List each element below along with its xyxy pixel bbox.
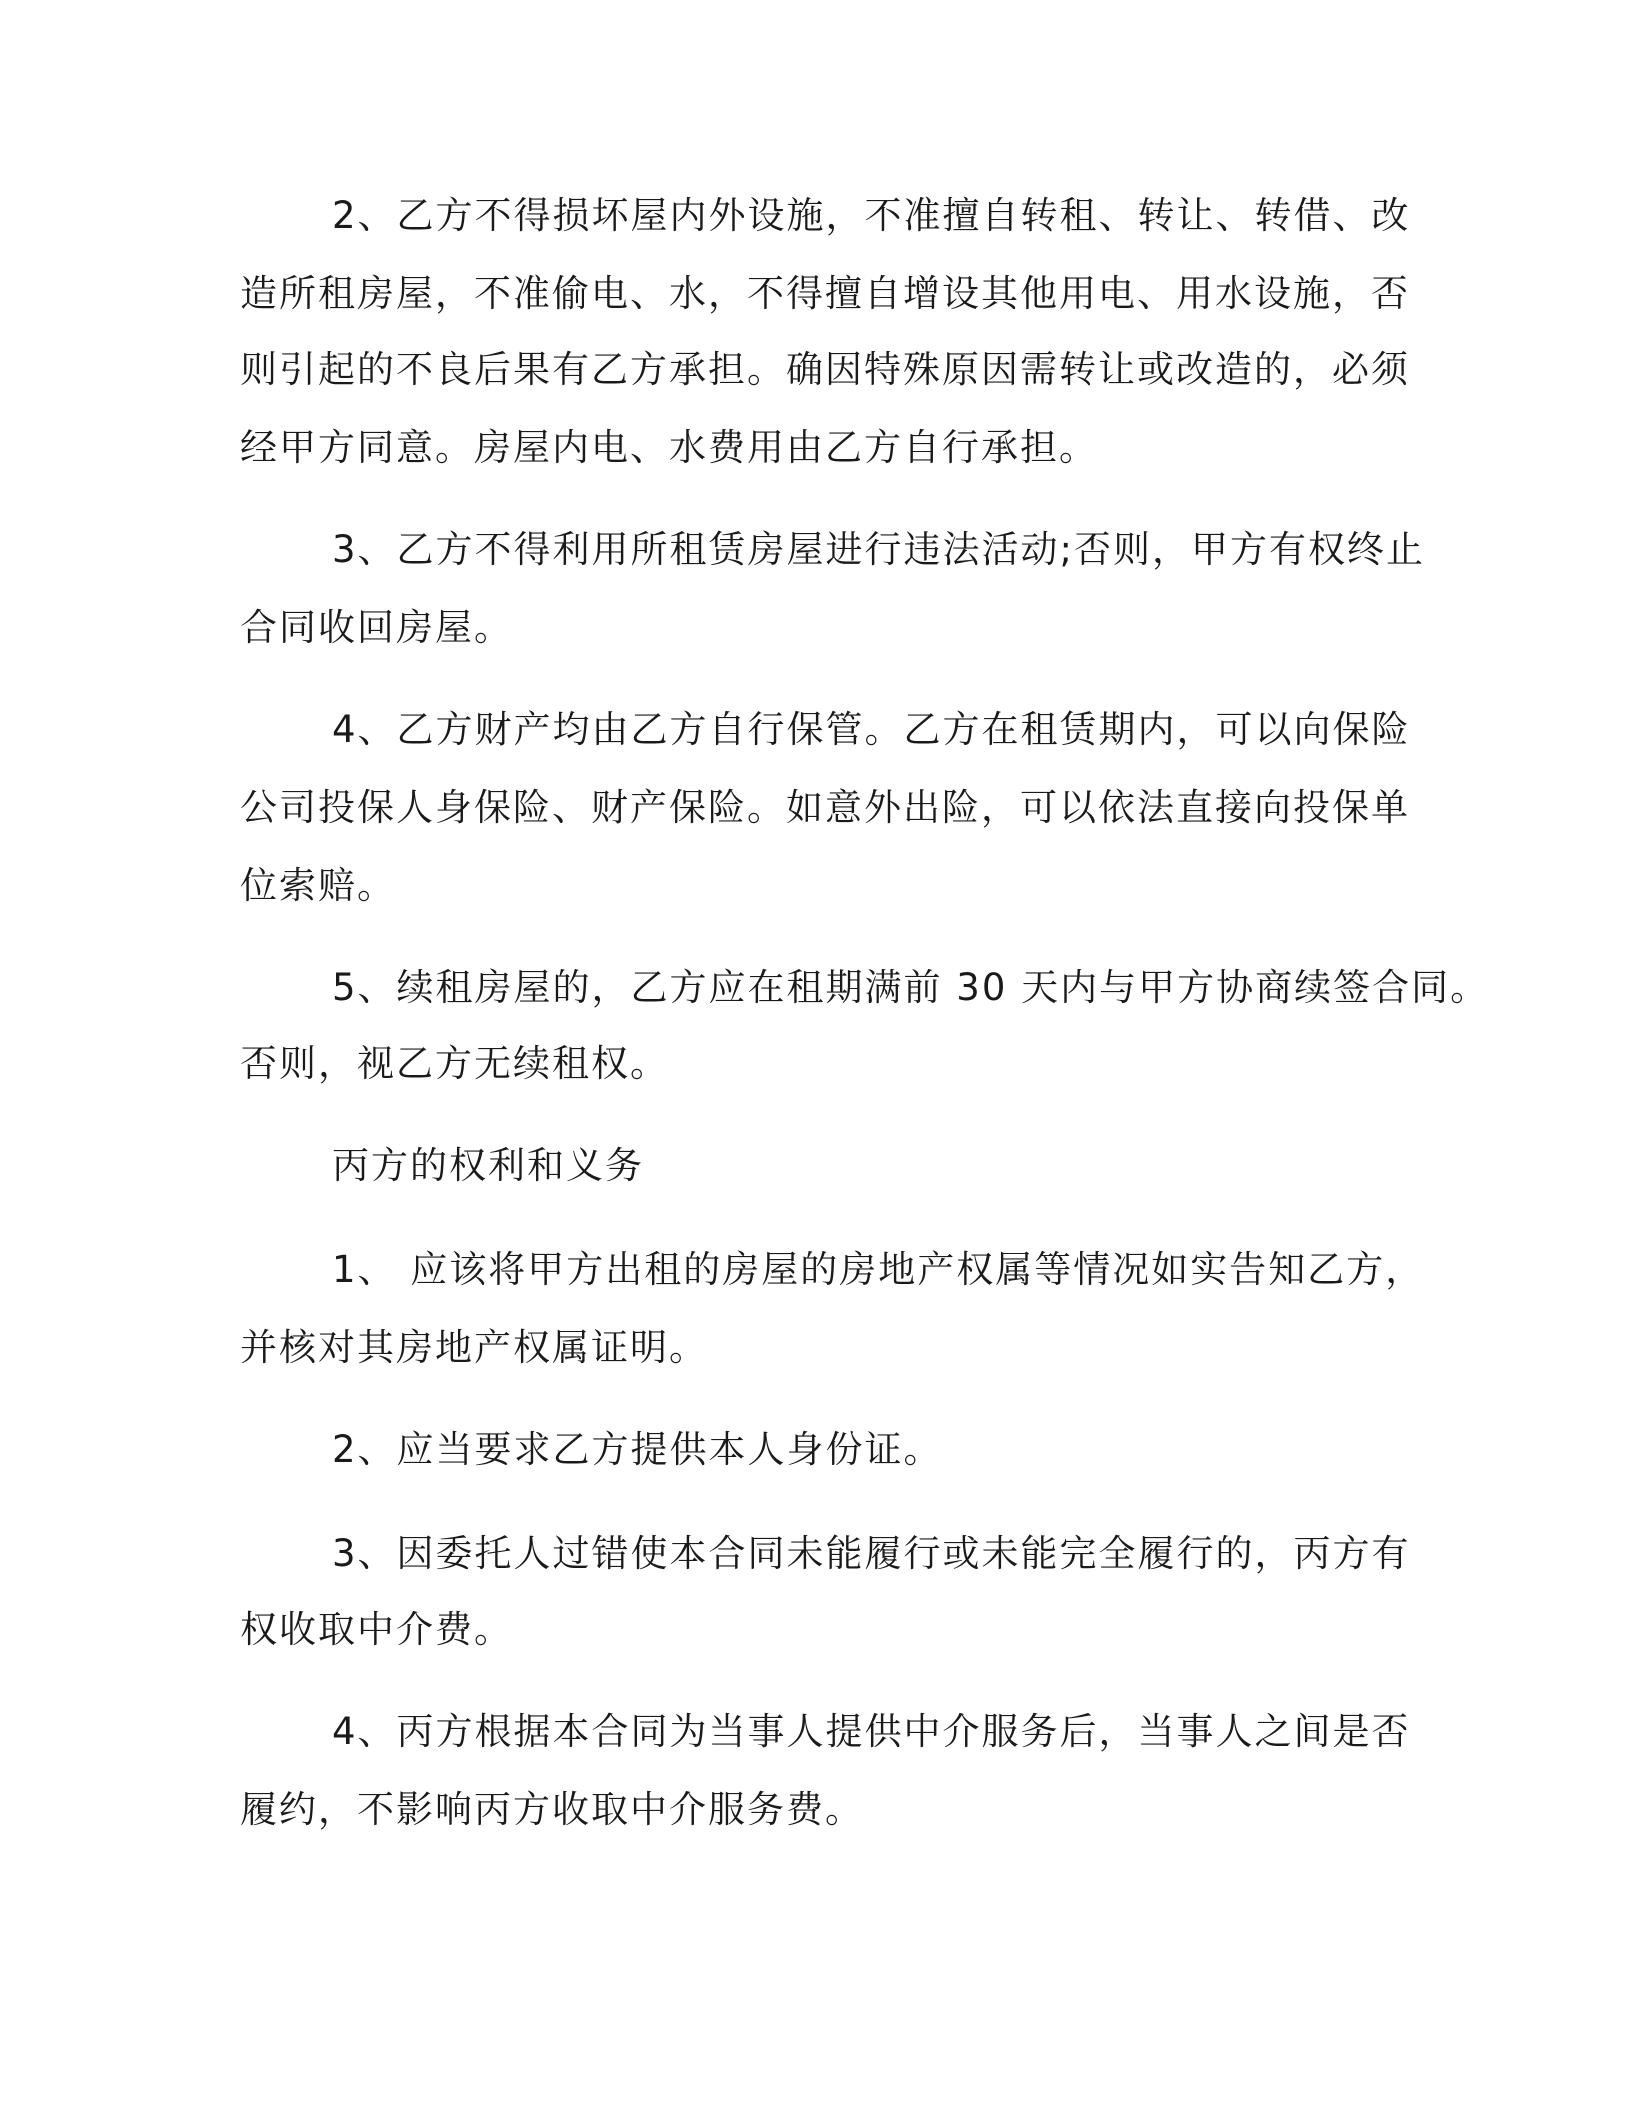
paragraph-line: 合同收回房屋。 bbox=[240, 606, 513, 649]
paragraph-line: 权收取中介费。 bbox=[240, 1608, 513, 1651]
paragraph-line: 4、乙方财产均由乙方自行保管。乙方在租赁期内，可以向保险 bbox=[332, 708, 1411, 751]
paragraph-line: 经甲方同意。房屋内电、水费用由乙方自行承担。 bbox=[240, 426, 1098, 469]
paragraph-line: 位索赔。 bbox=[240, 864, 396, 907]
paragraph-line: 履约，不影响丙方收取中介服务费。 bbox=[240, 1788, 864, 1831]
paragraph-line: 否则，视乙方无续租权。 bbox=[240, 1042, 669, 1085]
paragraph-line: 2、应当要求乙方提供本人身份证。 bbox=[332, 1428, 943, 1471]
paragraph-line: 2、乙方不得损坏屋内外设施，不准擅自转租、转让、转借、改 bbox=[332, 194, 1411, 237]
paragraph-line: 1、 应该将甲方出租的房屋的房地产权属等情况如实告知乙方， bbox=[332, 1248, 1425, 1291]
section-heading: 丙方的权利和义务 bbox=[332, 1144, 644, 1187]
paragraph-line: 并核对其房地产权属证明。 bbox=[240, 1326, 708, 1369]
paragraph-line: 则引起的不良后果有乙方承担。确因特殊原因需转让或改造的，必须 bbox=[240, 348, 1410, 391]
paragraph-line: 4、丙方根据本合同为当事人提供中介服务后，当事人之间是否 bbox=[332, 1710, 1411, 1753]
paragraph-line: 5、续租房屋的，乙方应在租期满前 30 天内与甲方协商续签合同。 bbox=[332, 966, 1490, 1009]
paragraph-line: 造所租房屋，不准偷电、水，不得擅自增设其他用电、用水设施，否 bbox=[240, 272, 1410, 315]
paragraph-line: 3、乙方不得利用所租赁房屋进行违法活动;否则，甲方有权终止 bbox=[332, 528, 1426, 571]
paragraph-line: 公司投保人身保险、财产保险。如意外出险，可以依法直接向投保单 bbox=[240, 786, 1410, 829]
paragraph-line: 3、因委托人过错使本合同未能履行或未能完全履行的，丙方有 bbox=[332, 1532, 1411, 1575]
